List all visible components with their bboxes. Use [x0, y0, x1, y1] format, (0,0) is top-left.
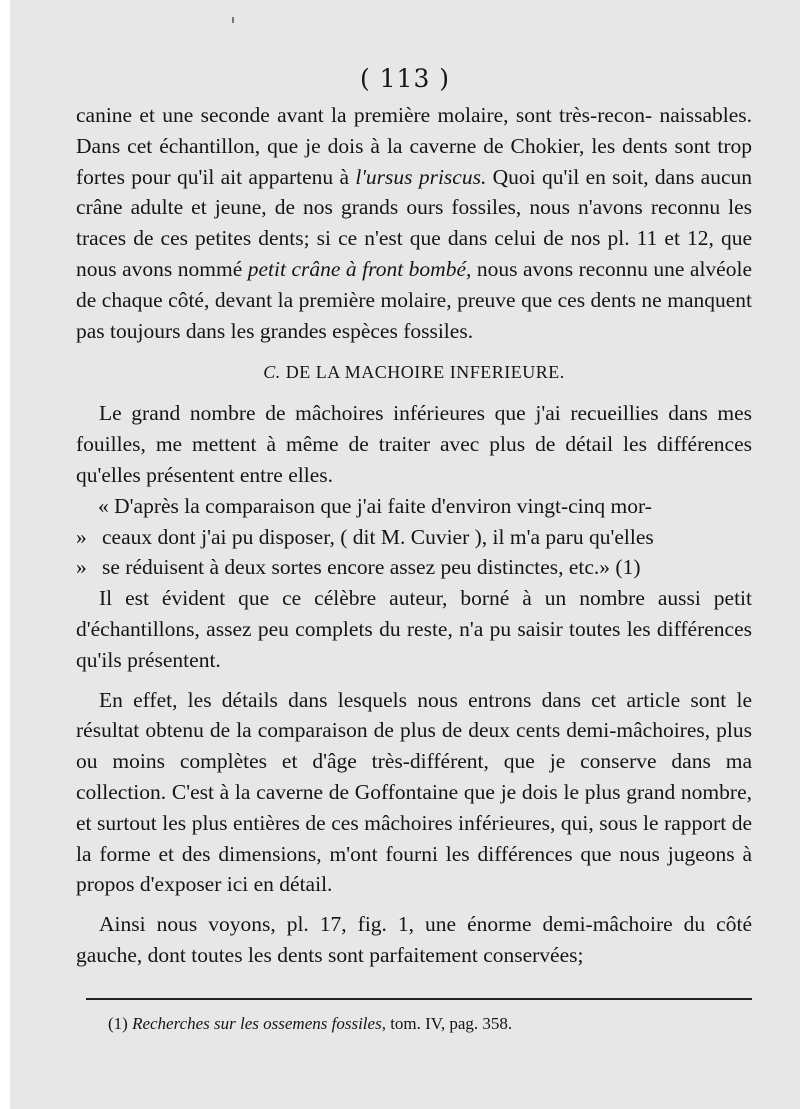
quote-line: « D'après la comparaison que j'ai faite d'environ vingt-cinq mor-: [98, 493, 652, 518]
paragraph: Il est évident que ce célèbre auteur, borné à un nombre aussi petit d'échantillons, assez peu complets du reste, n'a pu saisir toutes les différences qu'ils présentent.: [76, 586, 752, 672]
latin-term: l'ursus priscus.: [355, 164, 487, 189]
section-letter: C.: [263, 362, 281, 383]
paragraph-continuation: canine et une seconde avant la première molaire, sont très-recon- naissables. Dans cet échantillon, que je dois à la caverne de Chokier, les dents sont trop fortes pour qu'il ait appartenu à l'ursus priscus. Quoi qu'il en soit, dans aucun crâne adulte et jeune, de nos grands ours fossiles, nous n'avons reconnu les traces de ces petites dents; si ce n'est que dans celui de nos pl. 11 et 12, que nous avons nommé petit crâne à front bombé, nous avons reconnu une alvéole de chaque côté, devant la première molaire, preuve que ces dents ne manquent pas toujours dans les grandes espèces fossiles.: [76, 103, 752, 343]
scan-mark: [232, 17, 234, 23]
footnote: [108, 1013, 748, 1035]
paragraph: En effet, les détails dans lesquels nous entrons dans cet article sont le résultat obtenu de la comparaison de plus de deux cents demi-mâchoires, plus ou moins complètes et d'âge très-différent, que je conserve dans ma collection. C'est à la caverne de Goffontaine que je dois le plus grand nombre, et surtout les plus entières de ces mâchoires inférieures, qui, sous le rapport de la forme et des dimensions, m'ont fourni les différences que nous jugeons à propos d'exposer ici en détail.: [76, 687, 752, 897]
quote-line: » se réduisent à deux sortes encore assez peu distinctes, etc.» (1): [76, 552, 752, 583]
footnote-rule: [86, 998, 752, 1000]
quote-mark: »: [76, 524, 87, 549]
scanned-page: [10, 0, 800, 1109]
library-stamp: [1, 935, 10, 1100]
paragraph: Le grand nombre de mâchoires inférieures que j'ai recueillies dans mes fouilles, me mettent à même de traiter avec plus de détail les différences qu'elles présentent entre elles.: [76, 401, 752, 487]
page-body: [76, 100, 752, 971]
specimen-name: petit crâne à front bombé: [247, 256, 466, 281]
footnote-mark: (1): [108, 1014, 128, 1033]
paragraph: Ainsi nous voyons, pl. 17, fig. 1, une énorme demi-mâchoire du côté gauche, dont toutes les dents sont parfaitement conservées;: [76, 912, 752, 967]
quote-mark: »: [76, 555, 87, 580]
section-title: DE LA MACHOIRE INFERIEURE.: [285, 362, 565, 383]
footnote-reference: , tom. IV, pag. 358.: [381, 1014, 513, 1033]
section-heading: [76, 358, 752, 386]
page-number: ( 113 ): [359, 64, 451, 93]
quote-line: » ceaux dont j'ai pu disposer, ( dit M. Cuvier ), il m'a paru qu'elles: [76, 522, 752, 553]
footnote-title: Recherches sur les ossemens fossiles: [132, 1014, 382, 1033]
